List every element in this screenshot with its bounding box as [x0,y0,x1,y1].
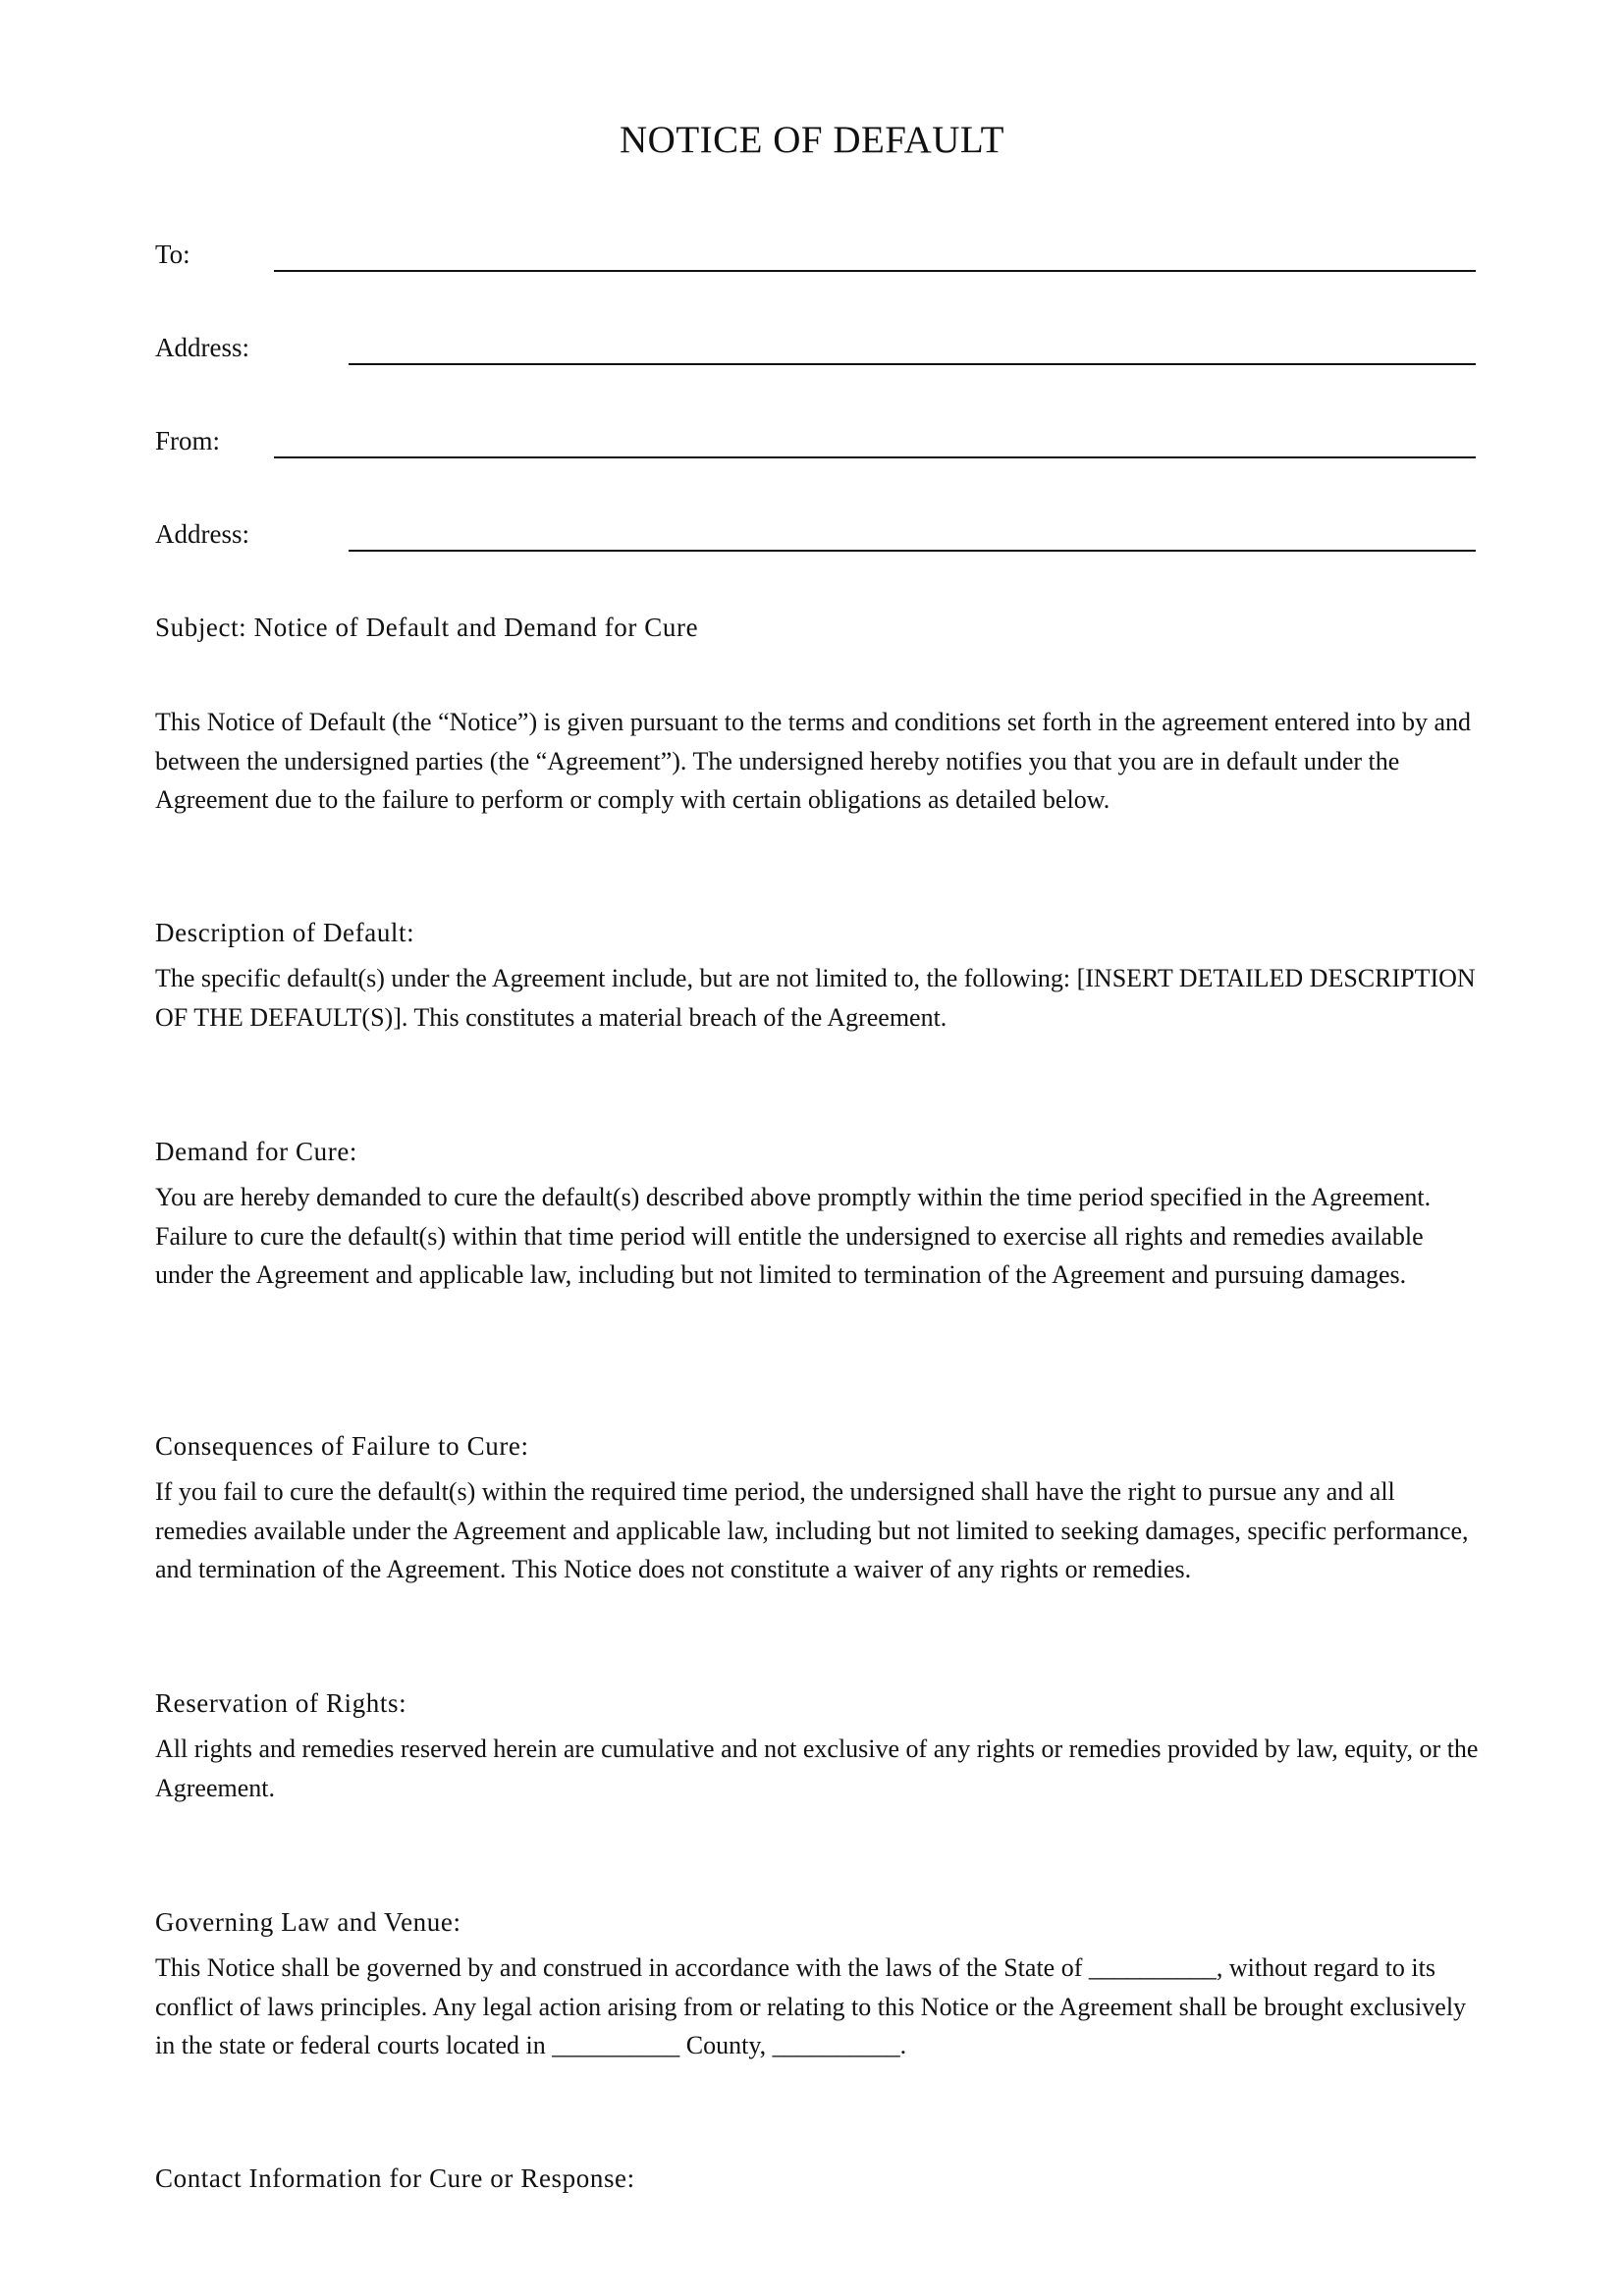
to-blank-line [274,270,1476,272]
section-heading-demand-for-cure: Demand for Cure: [155,1137,358,1166]
address-label-1: Address: [155,333,249,362]
address-blank-line-2 [349,550,1476,552]
from-label: From: [155,426,221,455]
section-heading-description-of-default: Description of Default: [155,918,415,947]
address-blank-line-1 [349,363,1476,365]
intro-paragraph: This Notice of Default (the “Notice”) is given pursuant to the terms and conditions set forth in the agreement entered into by and between the undersigned parties (the “Agreement”). The undersigned hereby notifies you that you are in default under the Agreement due to the failure to perform or comply with certain obligations as detailed below. [155,708,1472,814]
section-body-description-of-default: The specific default(s) under the Agreement include, but are not limited to, the following: [INSERT DETAILED DESCRIPTION OF THE DEFAULT(S)]. This constitutes a material breach of the Agreement. [155,964,1476,1032]
to-label: To: [155,240,190,269]
document-title: NOTICE OF DEFAULT [619,119,1004,161]
section-body-consequences: If you fail to cure the default(s) within the required time period, the undersigned shall have the right to pursue any and all remedies available under the Agreement and applicable law, including but not limited to seeking damages, specific performance, and termination of the Agreement. This Notice does not constitute a waiver of any rights or remedies. [155,1477,1469,1583]
section-heading-governing-law: Governing Law and Venue: [155,1907,461,1937]
address-label-2: Address: [155,519,249,549]
section-heading-consequences: Consequences of Failure to Cure: [155,1431,529,1461]
section-body-demand-for-cure: You are hereby demanded to cure the default(s) described above promptly within the time period specified in the Agreement. Failure to cure the default(s) within that time period will entitle the undersigned to exercise all rights and remedies available under the Agreement and applicable law, including but not limited to termination of the Agreement and pursuing damages. [155,1183,1432,1289]
section-body-reservation-of-rights: All rights and remedies reserved herein are cumulative and not exclusive of any rights or remedies provided by law, equity, or the Agreement. [155,1735,1479,1802]
section-heading-contact-information: Contact Information for Cure or Response: [155,2163,635,2193]
section-body-governing-law: This Notice shall be governed by and construed in accordance with the laws of the State of __________, without regard to its conflict of laws principles. Any legal action arising from or relating to this Notice or the Agreement shall be brought exclusively in the state or federal courts located in __________ County, __________. [155,1953,1467,2059]
section-heading-reservation-of-rights: Reservation of Rights: [155,1688,407,1718]
subject-line: Subject: Notice of Default and Demand for Cure [155,613,699,642]
from-blank-line [274,456,1476,458]
